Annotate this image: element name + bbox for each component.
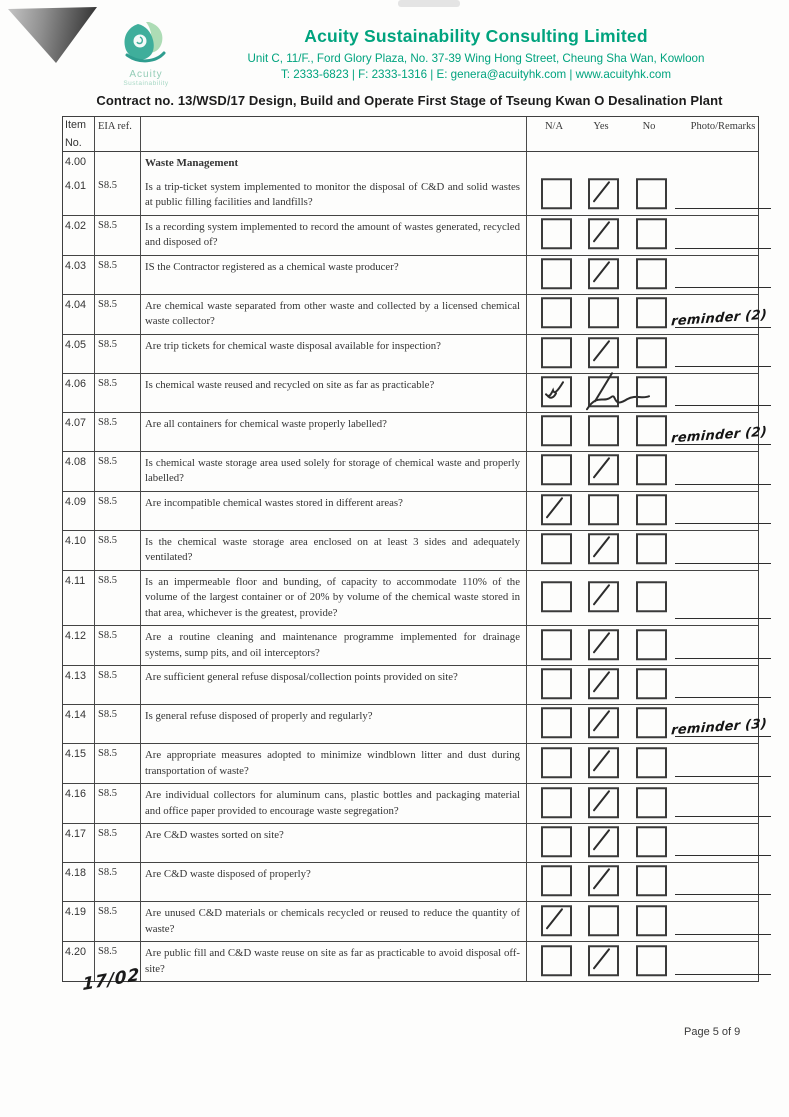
check-mark-slash bbox=[588, 533, 615, 560]
checkbox-na bbox=[541, 258, 572, 289]
question-text: Are C&D waste disposed of properly? bbox=[141, 863, 527, 901]
remarks-blank-line bbox=[675, 287, 771, 288]
scan-smudge bbox=[398, 0, 460, 7]
col-header-no: No. bbox=[65, 137, 82, 149]
checkbox-yes bbox=[588, 454, 619, 485]
checkbox-yes bbox=[588, 337, 619, 368]
item-no: 4.16 bbox=[63, 784, 95, 823]
logo-text-line1: Acuity bbox=[129, 69, 163, 80]
eia-ref: S8.5 bbox=[95, 176, 141, 215]
handwritten-remark: reminder (2) bbox=[670, 424, 768, 446]
checkbox-yes bbox=[588, 945, 619, 976]
eia-ref: S8.5 bbox=[95, 295, 141, 334]
item-no: 4.03 bbox=[63, 256, 95, 294]
table-row bbox=[63, 744, 758, 784]
checkbox-yes bbox=[588, 787, 619, 818]
company-name: Acuity Sustainability Consulting Limited bbox=[304, 26, 648, 46]
answer-area bbox=[527, 744, 758, 783]
checkbox-yes bbox=[588, 494, 619, 525]
checkbox-na bbox=[541, 454, 572, 485]
checkbox-na bbox=[541, 865, 572, 896]
col-header-na: N/A bbox=[544, 121, 564, 132]
eia-ref: S8.5 bbox=[95, 335, 141, 373]
item-no: 4.07 bbox=[63, 413, 95, 451]
checkbox-no bbox=[636, 376, 667, 407]
checkbox-yes bbox=[588, 826, 619, 857]
checkbox-no bbox=[636, 747, 667, 778]
check-mark-slash bbox=[588, 178, 615, 205]
check-mark-slash bbox=[588, 629, 615, 656]
eia-ref: S8.5 bbox=[95, 666, 141, 704]
question-text: Is a trip-ticket system implemented to monitor the disposal of C&D and solid wastes at public filling facilities and landfills? bbox=[141, 176, 527, 215]
question-text: Are C&D wastes sorted on site? bbox=[141, 824, 527, 862]
checkbox-no bbox=[636, 494, 667, 525]
check-mark-slash bbox=[588, 945, 615, 972]
eia-ref: S8.5 bbox=[95, 571, 141, 626]
checkbox-yes bbox=[588, 178, 619, 209]
answer-area bbox=[527, 705, 768, 743]
eia-ref: S8.5 bbox=[95, 492, 141, 530]
table-row bbox=[63, 216, 758, 256]
eia-ref: S8.5 bbox=[95, 413, 141, 451]
checkbox-yes bbox=[588, 747, 619, 778]
col-header-item: Item bbox=[65, 119, 86, 131]
answer-area bbox=[527, 666, 758, 704]
table-row bbox=[63, 295, 768, 335]
check-mark-slash bbox=[588, 218, 615, 245]
question-text: Are a routine cleaning and maintenance programme implemented for drainage systems, sump pits, and oil interceptors? bbox=[141, 626, 527, 665]
checkbox-na bbox=[541, 218, 572, 249]
answer-area bbox=[527, 256, 758, 294]
table-row bbox=[63, 863, 758, 902]
item-no: 4.00 bbox=[63, 152, 95, 176]
question-text: Are sufficient general refuse disposal/collection points provided on site? bbox=[141, 666, 527, 704]
question-text: Are appropriate measures adopted to minimize windblown litter and dust during transportation of waste? bbox=[141, 744, 527, 783]
question-text: Is chemical waste reused and recycled on site as far as practicable? bbox=[141, 374, 527, 412]
eia-ref: S8.5 bbox=[95, 374, 141, 412]
item-no: 4.17 bbox=[63, 824, 95, 862]
remarks-blank-line bbox=[675, 658, 771, 659]
checkbox-na bbox=[541, 415, 572, 446]
check-mark-slash bbox=[588, 454, 615, 481]
remarks-blank-line bbox=[675, 974, 771, 975]
remarks-blank-line bbox=[675, 523, 771, 524]
eia-ref: S8.5 bbox=[95, 216, 141, 255]
item-no: 4.04 bbox=[63, 295, 95, 334]
checkbox-no bbox=[636, 581, 667, 612]
eia-ref: S8.5 bbox=[95, 863, 141, 901]
item-no: 4.13 bbox=[63, 666, 95, 704]
table-row bbox=[63, 942, 758, 981]
eia-ref: S8.5 bbox=[95, 256, 141, 294]
col-header-answers bbox=[527, 117, 758, 151]
checkbox-yes bbox=[588, 297, 619, 328]
remarks-blank-line bbox=[675, 563, 771, 564]
checkbox-yes bbox=[588, 258, 619, 289]
checkbox-no bbox=[636, 533, 667, 564]
question-text: IS the Contractor registered as a chemical waste producer? bbox=[141, 256, 527, 294]
answer-area bbox=[527, 413, 768, 451]
checkbox-no bbox=[636, 337, 667, 368]
checkbox-na bbox=[541, 747, 572, 778]
question-text: Is chemical waste storage area used solely for storage of chemical waste and properly labelled? bbox=[141, 452, 527, 491]
checkbox-no bbox=[636, 218, 667, 249]
item-no: 4.19 bbox=[63, 902, 95, 941]
checkbox-no bbox=[636, 629, 667, 660]
item-no: 4.05 bbox=[63, 335, 95, 373]
table-header-row bbox=[63, 117, 758, 152]
item-no: 4.20 bbox=[63, 942, 95, 981]
answer-area bbox=[527, 492, 758, 530]
question-text: Is the chemical waste storage area enclosed on at least 3 sides and adequately ventilated? bbox=[141, 531, 527, 570]
col-header-photo-remarks: Photo/Remarks bbox=[690, 121, 756, 132]
remarks-blank-line bbox=[675, 484, 771, 485]
handwritten-remark: reminder (3) bbox=[670, 716, 768, 739]
checkbox-yes bbox=[588, 707, 619, 738]
checkbox-na bbox=[541, 945, 572, 976]
table-row bbox=[63, 626, 758, 666]
checkbox-yes bbox=[588, 376, 619, 407]
question-text: Are individual collectors for aluminum cans, plastic bottles and packaging material and office paper provided to encourage waste segregation? bbox=[141, 784, 527, 823]
remarks-blank-line bbox=[675, 776, 771, 777]
eia-ref: S8.5 bbox=[95, 626, 141, 665]
answer-area bbox=[527, 942, 758, 981]
answer-area bbox=[527, 152, 758, 176]
answer-area bbox=[527, 902, 758, 941]
eia-ref bbox=[95, 152, 141, 176]
question-text: Are unused C&D materials or chemicals recycled or reused to reduce the quantity of waste? bbox=[141, 902, 527, 941]
remarks-blank-line bbox=[675, 894, 771, 895]
table-row bbox=[63, 492, 758, 531]
answer-area bbox=[527, 531, 758, 570]
checkbox-no bbox=[636, 415, 667, 446]
check-mark-slash bbox=[588, 581, 615, 608]
col-header-question bbox=[141, 117, 527, 151]
table-row bbox=[63, 152, 758, 176]
check-mark-slash bbox=[588, 258, 615, 285]
checkbox-no bbox=[636, 945, 667, 976]
remarks-blank-line bbox=[675, 934, 771, 935]
checkbox-na bbox=[541, 494, 572, 525]
table-row bbox=[63, 705, 768, 744]
table-row bbox=[63, 335, 758, 374]
checkbox-no bbox=[636, 178, 667, 209]
eia-ref: S8.5 bbox=[95, 784, 141, 823]
remarks-blank-line bbox=[675, 855, 771, 856]
table-row bbox=[63, 452, 758, 492]
item-no: 4.06 bbox=[63, 374, 95, 412]
item-no: 4.15 bbox=[63, 744, 95, 783]
checkbox-no bbox=[636, 707, 667, 738]
eia-ref: S8.5 bbox=[95, 531, 141, 570]
check-mark-slash bbox=[588, 337, 615, 364]
checkbox-na bbox=[541, 297, 572, 328]
check-mark-slash bbox=[588, 668, 615, 695]
col-header-yes: Yes bbox=[593, 121, 609, 132]
remarks-blank-line bbox=[675, 366, 771, 367]
question-text: Are all containers for chemical waste properly labelled? bbox=[141, 413, 527, 451]
remarks-blank-line bbox=[675, 248, 771, 249]
handwritten-date: 17/02 bbox=[82, 964, 141, 996]
check-mark-slash bbox=[541, 905, 568, 932]
checkbox-na bbox=[541, 178, 572, 209]
question-text: Is a recording system implemented to record the amount of wastes generated, recycled and disposed of? bbox=[141, 216, 527, 255]
checkbox-no bbox=[636, 258, 667, 289]
col-header-no-answer: No bbox=[642, 121, 656, 132]
checkbox-yes bbox=[588, 533, 619, 564]
item-no: 4.02 bbox=[63, 216, 95, 255]
table-row bbox=[63, 571, 758, 627]
checkbox-no bbox=[636, 826, 667, 857]
eia-ref: S8.5 bbox=[95, 942, 141, 981]
answer-area bbox=[527, 176, 758, 215]
check-mark-slash bbox=[588, 787, 615, 814]
checkbox-na bbox=[541, 376, 572, 407]
col-header-eia-ref: EIA ref. bbox=[95, 117, 141, 151]
item-no: 4.11 bbox=[63, 571, 95, 626]
company-logo bbox=[101, 20, 191, 87]
item-no: 4.18 bbox=[63, 863, 95, 901]
checkbox-na bbox=[541, 337, 572, 368]
eia-ref: S8.5 bbox=[95, 902, 141, 941]
checkbox-no bbox=[636, 454, 667, 485]
remarks-blank-line bbox=[675, 208, 771, 209]
answer-area bbox=[527, 571, 758, 626]
checkbox-na bbox=[541, 905, 572, 936]
question-text: Is general refuse disposed of properly and regularly? bbox=[141, 705, 527, 743]
checkbox-yes bbox=[588, 581, 619, 612]
company-address: Unit C, 11/F., Ford Glory Plaza, No. 37-39 Wing Hong Street, Cheung Sha Wan, Kowloon bbox=[247, 52, 705, 65]
check-mark-slash bbox=[588, 747, 615, 774]
question-text: Are chemical waste separated from other waste and collected by a licensed chemical waste collector? bbox=[141, 295, 527, 334]
answer-area bbox=[527, 626, 758, 665]
answer-area bbox=[527, 863, 758, 901]
check-mark-slash bbox=[541, 494, 568, 521]
eia-ref: S8.5 bbox=[95, 744, 141, 783]
section-title: Waste Management bbox=[141, 152, 527, 176]
answer-area bbox=[527, 374, 758, 412]
checklist-table bbox=[62, 116, 768, 982]
table-row bbox=[63, 784, 758, 824]
question-text: Are trip tickets for chemical waste disposal available for inspection? bbox=[141, 335, 527, 373]
item-no: 4.14 bbox=[63, 705, 95, 743]
checkbox-yes bbox=[588, 668, 619, 699]
answer-area bbox=[527, 824, 758, 862]
eia-ref: S8.5 bbox=[95, 452, 141, 491]
question-text: Is an impermeable floor and bunding, of capacity to accommodate 110% of the volume of the largest container or of 20% by volume of the chemical waste stored in that area, whichever is the greatest, provide? bbox=[141, 571, 527, 626]
answer-area bbox=[527, 295, 768, 334]
remarks-blank-line bbox=[675, 816, 771, 817]
checkbox-no bbox=[636, 905, 667, 936]
item-no: 4.12 bbox=[63, 626, 95, 665]
checkbox-na bbox=[541, 707, 572, 738]
checkbox-no bbox=[636, 787, 667, 818]
remarks-blank-line bbox=[675, 405, 771, 406]
check-mark-slash bbox=[588, 707, 615, 734]
checkbox-na bbox=[541, 787, 572, 818]
table-row bbox=[63, 824, 758, 863]
table-row bbox=[63, 666, 758, 705]
checkbox-yes bbox=[588, 218, 619, 249]
eia-ref: S8.5 bbox=[95, 824, 141, 862]
table-row bbox=[63, 176, 758, 216]
eia-ref: S8.5 bbox=[95, 705, 141, 743]
table-body bbox=[63, 152, 768, 981]
table-row bbox=[63, 531, 758, 571]
check-mark-scribble bbox=[541, 376, 568, 403]
item-no: 4.09 bbox=[63, 492, 95, 530]
checkbox-na bbox=[541, 533, 572, 564]
contract-title: Contract no. 13/WSD/17 Design, Build and Operate First Stage of Tseung Kwan O Desalination Plant bbox=[96, 93, 723, 108]
checkbox-no bbox=[636, 668, 667, 699]
table-row bbox=[63, 374, 758, 413]
answer-area bbox=[527, 784, 758, 823]
checkbox-na bbox=[541, 629, 572, 660]
question-text: Are incompatible chemical wastes stored in different areas? bbox=[141, 492, 527, 530]
company-contact: T: 2333-6823 | F: 2333-1316 | E: genera@acuityhk.com | www.acuityhk.com bbox=[280, 68, 672, 81]
table-row bbox=[63, 902, 758, 942]
remarks-blank-line bbox=[675, 618, 771, 619]
handwritten-remark: reminder (2) bbox=[670, 307, 768, 329]
checkbox-yes bbox=[588, 415, 619, 446]
remarks-blank-line bbox=[675, 697, 771, 698]
checkbox-no bbox=[636, 865, 667, 896]
checkbox-no bbox=[636, 297, 667, 328]
checkbox-na bbox=[541, 668, 572, 699]
question-text: Are public fill and C&D waste reuse on site as far as practicable to avoid disposal off-site? bbox=[141, 942, 527, 981]
answer-area bbox=[527, 452, 758, 491]
answer-area bbox=[527, 216, 758, 255]
check-mark-slash bbox=[588, 865, 615, 892]
checkbox-na bbox=[541, 581, 572, 612]
logo-text-line2: Sustainability bbox=[123, 80, 169, 87]
checkbox-yes bbox=[588, 865, 619, 896]
checkbox-yes bbox=[588, 629, 619, 660]
checkbox-yes bbox=[588, 905, 619, 936]
item-no: 4.10 bbox=[63, 531, 95, 570]
col-header-item-no bbox=[63, 117, 95, 151]
table-row bbox=[63, 413, 768, 452]
letterhead bbox=[190, 26, 762, 81]
item-no: 4.01 bbox=[63, 176, 95, 215]
item-no: 4.08 bbox=[63, 452, 95, 491]
page-number: Page 5 of 9 bbox=[684, 1026, 741, 1038]
check-mark-slash bbox=[588, 826, 615, 853]
table-row bbox=[63, 256, 758, 295]
checkbox-na bbox=[541, 826, 572, 857]
leaf-logo-icon bbox=[113, 20, 179, 66]
